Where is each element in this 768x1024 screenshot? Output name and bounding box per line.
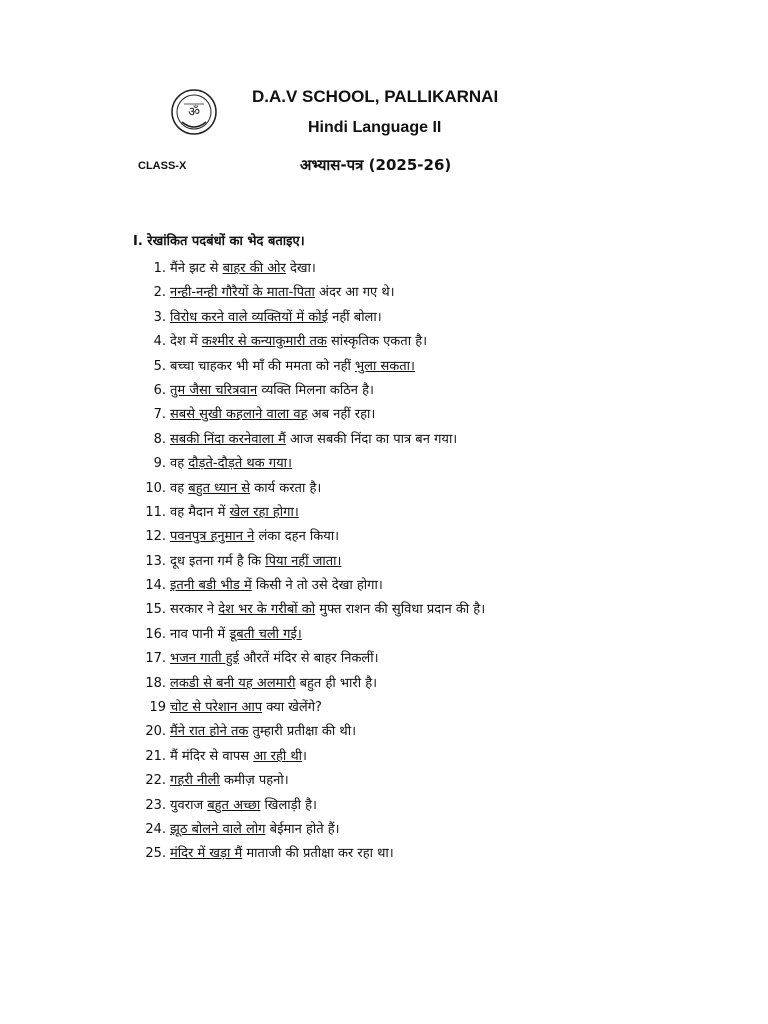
question-item xyxy=(140,258,485,282)
section-heading: I. रेखांकित पदबंधों का भेद बताइए। xyxy=(133,234,305,249)
question-text: मुफ्त राशन की सुविधा प्रदान की है। xyxy=(315,602,486,618)
underlined-phrase: विरोध करने वाले व्यक्तियों में कोई xyxy=(170,309,329,325)
underlined-phrase: झूठ बोलने वाले लोग xyxy=(170,821,266,837)
question-item xyxy=(140,624,485,648)
school-logo xyxy=(170,88,218,136)
question-item xyxy=(140,673,485,697)
question-item xyxy=(140,843,485,867)
question-number: 1. xyxy=(153,261,166,276)
underlined-phrase: पवनपुत्र हनुमान ने xyxy=(170,529,255,545)
question-text: वह xyxy=(170,456,189,472)
question-number: 19 xyxy=(149,700,166,716)
question-item xyxy=(140,551,485,575)
question-number: 12. xyxy=(145,529,166,545)
underlined-phrase: पिया नहीं जाता। xyxy=(265,553,342,569)
question-number: 5. xyxy=(153,358,166,374)
question-item xyxy=(140,721,485,745)
question-item xyxy=(140,502,485,526)
underlined-phrase: भजन गाती हुई xyxy=(170,651,240,667)
subject-title: Hindi Language II xyxy=(308,119,442,136)
question-number: 18. xyxy=(145,675,166,691)
question-text: लंका दहन किया। xyxy=(254,529,340,545)
question-text: तुम्हारी प्रतीक्षा की थी। xyxy=(248,724,356,740)
question-number: 22. xyxy=(145,773,166,789)
question-text: बच्चा चाहकर भी माँ की ममता को नहीं xyxy=(170,358,355,374)
question-number: 3. xyxy=(153,309,166,325)
question-text: अब नहीं रहा। xyxy=(307,407,376,423)
underlined-phrase: देश भर के गरीबों को xyxy=(218,602,316,618)
question-item xyxy=(140,770,485,794)
question-item xyxy=(140,453,485,477)
underlined-phrase: डूबती चली गई। xyxy=(229,626,302,642)
question-number: 14. xyxy=(145,578,166,594)
question-text: मैं मंदिर से वापस xyxy=(170,748,254,764)
question-text: मैंने झट से xyxy=(170,261,223,276)
underlined-phrase: बाहर की ओर xyxy=(222,261,286,276)
underlined-phrase: कश्मीर से कन्याकुमारी तक xyxy=(201,334,327,350)
question-number: 17. xyxy=(145,651,166,667)
question-number: 2. xyxy=(153,285,166,301)
underlined-phrase: चोट से परेशान आप xyxy=(170,700,263,716)
question-text: माताजी की प्रतीक्षा कर रहा था। xyxy=(242,846,394,862)
question-item xyxy=(140,795,485,819)
question-text: क्या खेलेंगे? xyxy=(262,700,322,716)
underlined-phrase: गहरी नीली xyxy=(170,773,220,789)
question-number: 8. xyxy=(153,431,166,447)
question-text: कमीज़ पहनो। xyxy=(219,773,289,789)
question-number: 20. xyxy=(145,724,166,740)
underlined-phrase: तुम जैसा चरित्रवान xyxy=(170,382,258,398)
question-text: देश में xyxy=(170,334,202,350)
question-number: 4. xyxy=(153,334,166,350)
question-text: युवराज xyxy=(170,797,208,813)
underlined-phrase: खेल रहा होगा। xyxy=(229,504,299,520)
question-text: देखा। xyxy=(285,261,316,276)
question-item xyxy=(140,282,485,306)
question-text: सांस्कृतिक एकता है। xyxy=(326,334,428,350)
question-text: सरकार ने xyxy=(170,602,219,618)
question-item xyxy=(140,599,485,623)
question-item xyxy=(140,746,485,770)
school-name: D.A.V SCHOOL, PALLIKARNAI xyxy=(252,87,499,106)
question-text: औरतें मंदिर से बाहर निकलीं। xyxy=(239,651,379,667)
underlined-phrase: सबकी निंदा करनेवाला मैं xyxy=(170,431,286,447)
question-number: 10. xyxy=(145,480,166,496)
logo-om-glyph: ॐ xyxy=(188,105,200,120)
question-text: बहुत ही भारी है। xyxy=(295,675,378,691)
question-item xyxy=(140,575,485,599)
underlined-phrase: मैंने रात होने तक xyxy=(170,724,249,740)
question-text: वह मैदान में xyxy=(170,504,230,520)
underlined-phrase: दौड़ते-दौड़ते थक गया। xyxy=(188,456,292,472)
question-number: 6. xyxy=(153,382,166,398)
underlined-phrase: इतनी बडी भीड में xyxy=(170,578,252,594)
question-item xyxy=(140,356,485,380)
question-list xyxy=(140,258,485,868)
question-text: किसी ने तो उसे देखा होगा। xyxy=(251,578,383,594)
question-number: 9. xyxy=(153,456,166,472)
question-text: वह xyxy=(170,480,189,496)
question-number: 16. xyxy=(145,626,166,642)
question-text: खिलाड़ी है। xyxy=(260,797,317,813)
question-text: आज सबकी निंदा का पात्र बन गया। xyxy=(285,431,458,447)
question-item xyxy=(140,697,485,721)
question-item xyxy=(140,404,485,428)
underlined-phrase: भुला सकता। xyxy=(355,358,415,374)
question-item xyxy=(140,648,485,672)
underlined-phrase: बहुत अच्छा xyxy=(207,797,261,813)
question-number: 15. xyxy=(145,602,166,618)
question-text: अंदर आ गए थे। xyxy=(314,285,395,301)
question-item xyxy=(140,819,485,843)
question-item xyxy=(140,307,485,331)
question-number: 7. xyxy=(153,407,166,423)
question-item xyxy=(140,478,485,502)
underlined-phrase: मंदिर में खड़ा मैं xyxy=(170,846,243,862)
question-number: 13. xyxy=(145,553,166,569)
question-item xyxy=(140,429,485,453)
underlined-phrase: लकडी से बनी यह अलमारी xyxy=(170,675,296,691)
question-number: 23. xyxy=(145,797,166,813)
question-number: 24. xyxy=(145,821,166,837)
underlined-phrase: नन्ही-नन्ही गौरैयों के माता-पिता xyxy=(170,285,315,301)
question-number: 21. xyxy=(145,748,166,764)
question-item xyxy=(140,380,485,404)
question-number: 25. xyxy=(145,846,166,862)
underlined-phrase: सबसे सुखी कहलाने वाला वह xyxy=(170,407,308,423)
question-item xyxy=(140,331,485,355)
question-text: व्यक्ति मिलना कठिन है। xyxy=(257,382,374,398)
question-text: । xyxy=(302,748,307,764)
question-number: 11. xyxy=(145,504,166,520)
question-item xyxy=(140,526,485,550)
question-text: कार्य करता है। xyxy=(250,480,322,496)
class-label: CLASS-X xyxy=(138,160,187,172)
underlined-phrase: आ रही थी xyxy=(253,748,303,764)
question-text: नहीं बोला। xyxy=(328,309,382,325)
underlined-phrase: बहुत ध्यान से xyxy=(188,480,251,496)
question-text: नाव पानी में xyxy=(170,626,230,642)
worksheet-title: अभ्यास-पत्र (2025-26) xyxy=(300,156,452,174)
question-text: दूध इतना गर्म है कि xyxy=(170,553,266,569)
question-text: बेईमान होते हैं। xyxy=(265,821,340,837)
